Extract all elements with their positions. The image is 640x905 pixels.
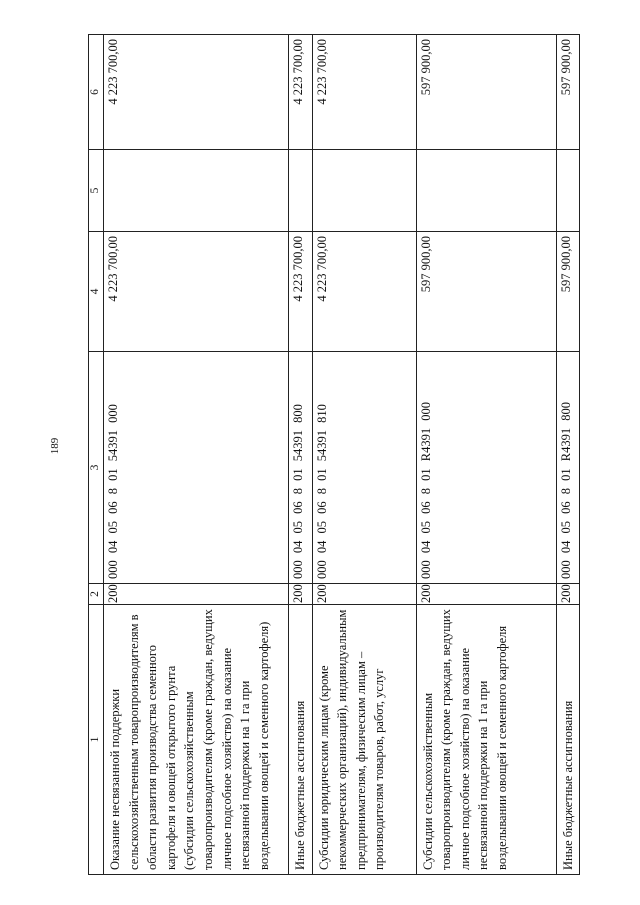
- header-col-5: 5: [89, 150, 104, 232]
- table-row: [416, 35, 556, 875]
- page-number: 189: [49, 437, 61, 455]
- row-name: Субсидии сельскохозяйственным товаропроизводителям (кроме граждан, ведущих личное подсобное хозяйство) на оказание несвязанной поддержки на 1 га при возделывании овощей и семенного картофеля: [416, 605, 556, 875]
- row-col6-amount: 4 223 700,00: [312, 35, 416, 150]
- table-row: [312, 35, 416, 875]
- row-col6-amount: 4 223 700,00: [104, 35, 289, 150]
- header-col-2: 2: [89, 584, 104, 605]
- row-budget-code: 000 04 05 06 8 01 54391 000: [104, 352, 289, 584]
- budget-table: [88, 34, 580, 875]
- header-col-6: 6: [89, 35, 104, 150]
- row-col5-amount: [289, 150, 313, 232]
- row-budget-code: 000 04 05 06 8 01 54391 810: [312, 352, 416, 584]
- header-col-3: 3: [89, 352, 104, 584]
- row-admin-code: 200: [312, 584, 416, 605]
- row-admin-code: 200: [289, 584, 313, 605]
- header-col-4: 4: [89, 232, 104, 352]
- row-col6-amount: 597 900,00: [416, 35, 556, 150]
- row-admin-code: 200: [416, 584, 556, 605]
- row-col6-amount: 4 223 700,00: [289, 35, 313, 150]
- row-col6-amount: 597 900,00: [556, 35, 580, 150]
- row-name: Субсидии юридическим лицам (кроме некоммерческих организаций), индивидуальным предпринимателям, физическим лицам – производителям товаров, работ, услуг: [312, 605, 416, 875]
- row-admin-code: 200: [104, 584, 289, 605]
- table-row: [104, 35, 289, 875]
- row-admin-code: 200: [556, 584, 580, 605]
- row-col4-amount: 597 900,00: [556, 232, 580, 352]
- table-row: [289, 35, 313, 875]
- row-col4-amount: 597 900,00: [416, 232, 556, 352]
- row-col5-amount: [556, 150, 580, 232]
- row-col4-amount: 4 223 700,00: [289, 232, 313, 352]
- row-col4-amount: 4 223 700,00: [312, 232, 416, 352]
- row-col5-amount: [416, 150, 556, 232]
- row-name: Иные бюджетные ассигнования: [289, 605, 313, 875]
- row-budget-code: 000 04 05 06 8 01 54391 800: [289, 352, 313, 584]
- row-budget-code: 000 04 05 06 8 01 R4391 000: [416, 352, 556, 584]
- row-col5-amount: [104, 150, 289, 232]
- header-col-1: 1: [89, 605, 104, 875]
- header-row: [89, 35, 104, 875]
- budget-table-sheet: [88, 35, 575, 875]
- row-col4-amount: 4 223 700,00: [104, 232, 289, 352]
- row-name: Иные бюджетные ассигнования: [556, 605, 580, 875]
- table-row: [556, 35, 580, 875]
- row-name: Оказание несвязанной поддержки сельскохозяйственным товаропроизводителям в области развития производства семенного картофеля и овощей открытого грунта (субсидии сельскохозяйственным товаропроизводителям (кроме граждан, ведущих личное подсобное хозяйство) на оказание несвязанной поддержки на 1 га при возделывании овощей и семенного картофеля): [104, 605, 289, 875]
- row-budget-code: 000 04 05 06 8 01 R4391 800: [556, 352, 580, 584]
- row-col5-amount: [312, 150, 416, 232]
